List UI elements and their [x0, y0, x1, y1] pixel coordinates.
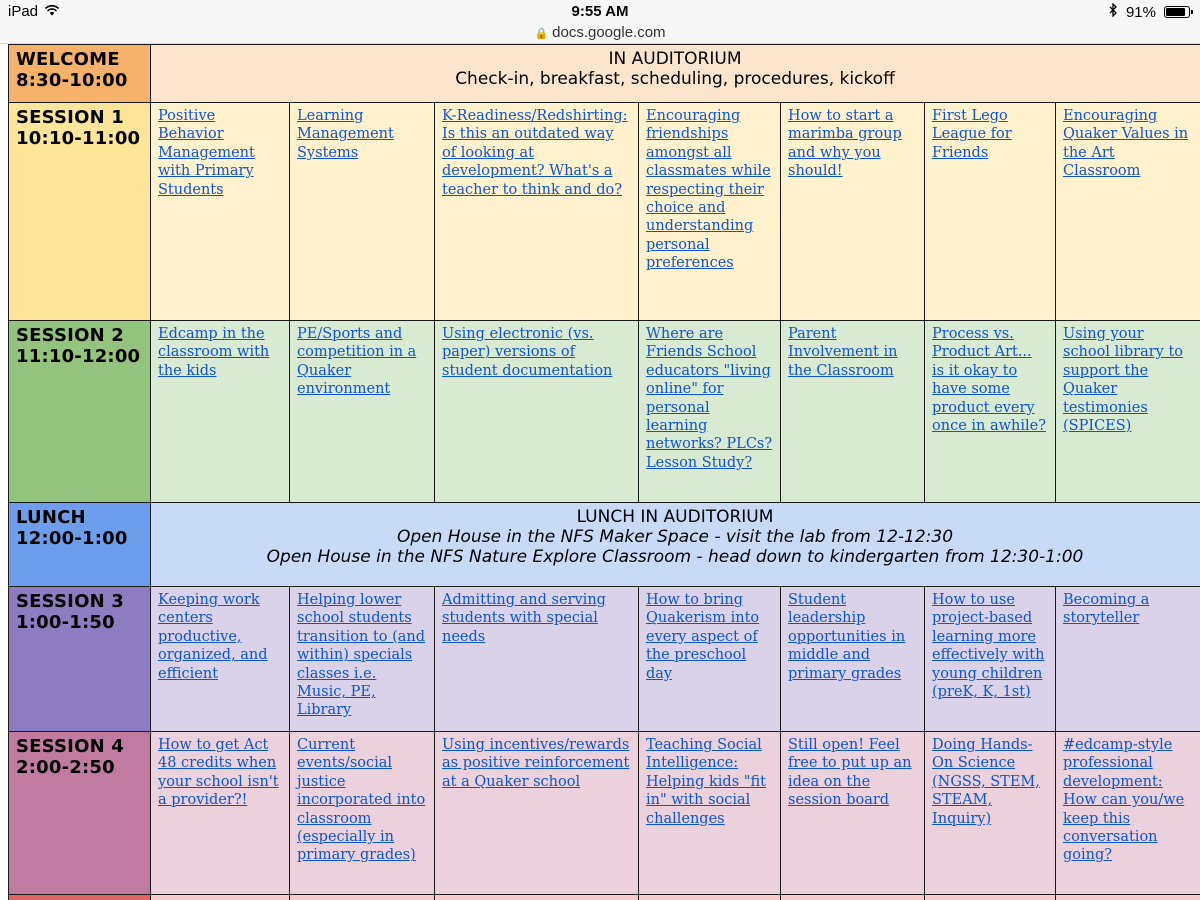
session-cell — [925, 732, 1056, 895]
row-label-title: SESSION 1 — [16, 107, 125, 128]
session-cell — [290, 895, 435, 900]
row-label-time: 8:30-10:00 — [16, 70, 128, 91]
session-cell — [435, 103, 639, 321]
session-cell — [151, 103, 290, 321]
row-label-session-4 — [9, 732, 151, 895]
welcome-text-block — [158, 49, 1192, 89]
session-link[interactable]: Learning Management Systems — [297, 108, 394, 161]
lock-icon: 🔒 — [534, 28, 549, 40]
row-session-3 — [9, 587, 1200, 732]
row-label-time: 2:00-2:50 — [16, 757, 115, 778]
url-bar[interactable] — [0, 24, 1200, 44]
session-cell — [639, 103, 781, 321]
session-cell — [1056, 103, 1200, 321]
session-link[interactable]: Current events/social justice incorporated into classroom (especially in primary grades) — [297, 737, 426, 864]
session-link[interactable]: Still open! Feel free to put up an idea on the session board — [788, 737, 912, 809]
session-link[interactable]: Helping lower school students transition to (and within) specials classes i.e. Music, PE, Library — [297, 592, 426, 719]
session-link[interactable]: How to start a marimba group and why you should! — [788, 108, 902, 180]
battery-fill — [1166, 8, 1185, 16]
session-cell — [925, 587, 1056, 732]
session-cell — [781, 895, 925, 900]
session-cell — [151, 321, 290, 503]
url-text: docs.google.com — [552, 24, 666, 41]
session-cell — [290, 732, 435, 895]
row-label-session-1 — [9, 103, 151, 321]
session-link[interactable]: Student leadership opportunities in middle and primary grades — [788, 592, 906, 682]
session-cell — [435, 587, 639, 732]
session-cell — [639, 895, 781, 900]
status-bar — [0, 0, 1200, 24]
lunch-maker-space: Open House in the NFS Maker Space - visit the lab from 12-12:30 — [396, 527, 954, 547]
bluetooth-icon — [1109, 3, 1118, 21]
row-session-2 — [9, 321, 1200, 503]
session-link[interactable]: How to get Act 48 credits when your school isn't a provider?! — [158, 737, 279, 809]
session-cell — [781, 103, 925, 321]
session-link[interactable]: Teaching Social Intelligence: Helping kids "fit in" with social challenges — [646, 737, 766, 827]
row-session-4 — [9, 732, 1200, 895]
row-label-time: 11:10-12:00 — [16, 346, 141, 367]
session-cell — [290, 103, 435, 321]
battery-icon — [1164, 6, 1190, 18]
session-cell — [925, 895, 1056, 900]
row-label-session-2 — [9, 321, 151, 503]
session-cell — [1056, 732, 1200, 895]
session-link[interactable]: Edcamp in the classroom with the kids — [158, 326, 270, 379]
session-cell — [781, 732, 925, 895]
session-cell — [290, 321, 435, 503]
lunch-location: LUNCH IN AUDITORIUM — [576, 507, 774, 527]
session-link[interactable]: Doing Hands-On Science (NGSS, STEM, STEAM, Inquiry) — [932, 737, 1040, 827]
clock: 9:55 AM — [571, 3, 629, 20]
row-label-session-3 — [9, 587, 151, 732]
session-link[interactable]: Using your school library to support the Quaker testimonies (SPICES) — [1063, 326, 1184, 435]
session-cell — [781, 321, 925, 503]
session-cell — [639, 321, 781, 503]
session-cell — [1056, 895, 1200, 900]
battery-percent: 91% — [1125, 3, 1156, 21]
session-link[interactable]: Using incentives/rewards as positive reinforcement at a Quaker school — [442, 737, 630, 790]
session-link[interactable]: Positive Behavior Management with Primary Students — [158, 108, 255, 198]
session-link[interactable]: First Lego League for Friends — [932, 108, 1012, 161]
session-cell — [151, 732, 290, 895]
session-cell — [290, 587, 435, 732]
session-cell — [1056, 587, 1200, 732]
session-link[interactable]: How to use project-based learning more effectively with young children (preK, K, 1st) — [932, 592, 1045, 701]
session-cell — [781, 587, 925, 732]
session-link[interactable]: Keeping work centers productive, organized, and efficient — [158, 592, 268, 682]
status-right — [1109, 3, 1190, 21]
row-label-welcome — [9, 45, 151, 103]
schedule-document — [8, 44, 1200, 900]
welcome-description: Check-in, breakfast, scheduling, procedures, kickoff — [455, 69, 895, 89]
session-link[interactable]: Parent Involvement in the Classroom — [788, 326, 898, 379]
session-cell — [1056, 321, 1200, 503]
session-cell — [925, 321, 1056, 503]
session-link[interactable]: Encouraging Quaker Values in the Art Classroom — [1063, 108, 1189, 180]
welcome-location: IN AUDITORIUM — [608, 49, 742, 69]
row-label-time: 12:00-1:00 — [16, 528, 128, 549]
row-label-title: SESSION 4 — [16, 736, 125, 757]
row-label-time: 10:10-11:00 — [16, 128, 141, 149]
row-label-title: SESSION 2 — [16, 325, 125, 346]
row-next-partial — [9, 895, 1200, 900]
session-cell — [925, 103, 1056, 321]
session-link[interactable]: Process vs. Product Art... is it okay to have some product every once in awhile? — [932, 326, 1046, 435]
row-label-title: SESSION 3 — [16, 591, 125, 612]
row-label-time: 1:00-1:50 — [16, 612, 115, 633]
session-cell — [639, 732, 781, 895]
device-name: iPad — [8, 3, 39, 20]
session-cell — [639, 587, 781, 732]
session-link[interactable]: Admitting and serving students with special needs — [442, 592, 606, 645]
schedule-table — [8, 44, 1200, 900]
row-label-next — [9, 895, 151, 900]
lunch-nature-classroom: Open House in the NFS Nature Explore Classroom - head down to kindergarten from 12:30-1:00 — [266, 547, 1084, 567]
row-label-title: WELCOME — [16, 49, 120, 70]
session-link[interactable]: K-Readiness/Redshirting: Is this an outdated way of looking at development? What's a teacher to think and do? — [442, 108, 628, 198]
lunch-text-block — [158, 507, 1192, 567]
row-lunch — [9, 503, 1200, 587]
session-link[interactable]: Encouraging friendships amongst all classmates while respecting their choice and understanding personal preferences — [646, 108, 771, 272]
row-label-title: LUNCH — [16, 507, 86, 528]
row-label-lunch — [9, 503, 151, 587]
session-cell — [435, 321, 639, 503]
session-link[interactable]: How to bring Quakerism into every aspect of the preschool day — [646, 592, 760, 682]
session-link[interactable]: #edcamp-style professional development: How can you/we keep this conversation going? — [1063, 737, 1185, 864]
row-session-1 — [9, 103, 1200, 321]
session-cell — [151, 895, 290, 900]
session-link[interactable]: PE/Sports and competition in a Quaker environment — [297, 326, 417, 398]
row-welcome — [9, 45, 1200, 103]
session-cell — [435, 732, 639, 895]
welcome-merged-cell — [151, 45, 1200, 103]
session-link[interactable]: Where are Friends School educators "living online" for personal learning networks? PLCs? Lesson Study? — [646, 326, 773, 471]
session-link[interactable]: Using electronic (vs. paper) versions of student documentation — [442, 326, 613, 379]
lunch-merged-cell — [151, 503, 1200, 587]
session-cell — [435, 895, 639, 900]
session-cell — [151, 587, 290, 732]
session-link[interactable]: Becoming a storyteller — [1063, 592, 1150, 627]
